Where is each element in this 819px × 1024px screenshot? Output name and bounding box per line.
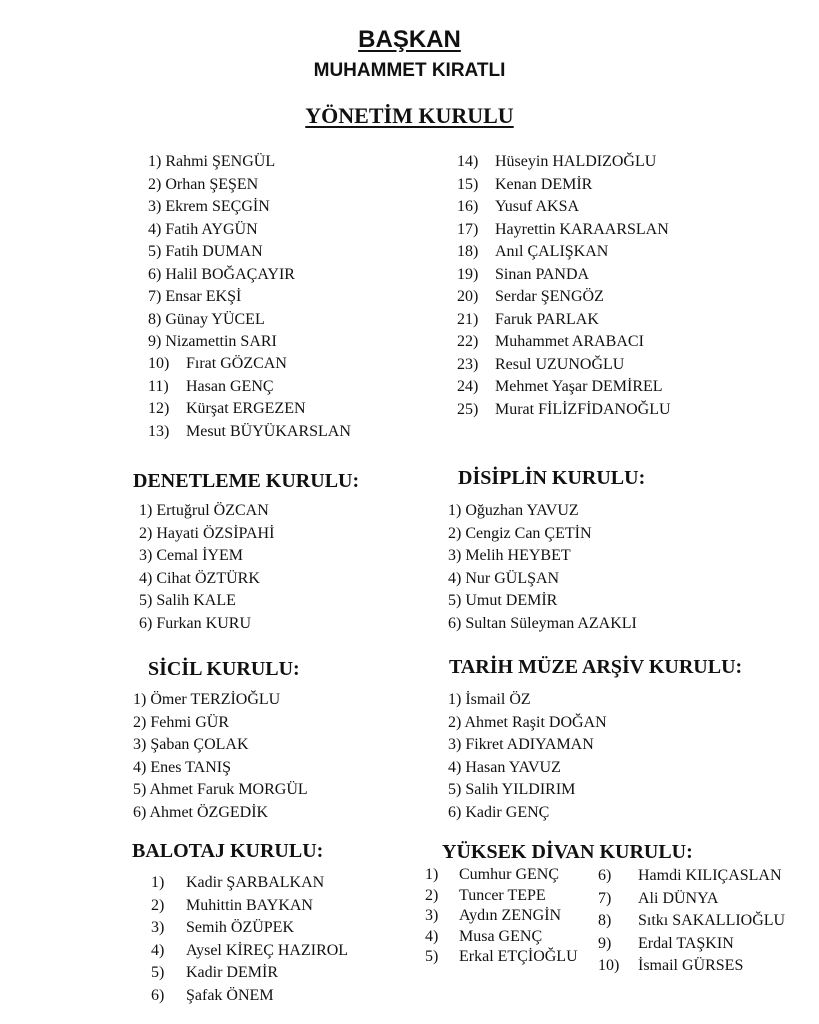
item-number: 5) (425, 948, 439, 965)
list-item: 3) Melih HEYBET (448, 547, 571, 565)
list-item: 5) Umut DEMİR (448, 592, 558, 610)
list-item: 6) Kadir GENÇ (448, 803, 550, 821)
list-item: 6) Sultan Süleyman AZAKLI (448, 614, 637, 632)
list-item: 3) Cemal İYEM (139, 547, 243, 565)
item-number: 9) (598, 934, 612, 952)
list-item: 5) Salih YILDIRIM (448, 781, 576, 799)
member-name: Aydın ZENGİN (459, 907, 562, 924)
member-name: Kenan DEMİR (495, 175, 593, 193)
member-name: Faruk PARLAK (495, 310, 599, 328)
list-item (457, 151, 671, 174)
member-name: Murat FİLİZFİDANOĞLU (495, 400, 671, 418)
discipline-board-heading: DİSİPLİN KURULU: (458, 467, 646, 489)
list-item: 5) Ahmet Faruk MORGÜL (133, 781, 308, 799)
list-item (425, 865, 578, 886)
list-item (457, 219, 671, 242)
high-council-board-heading: YÜKSEK DİVAN KURULU: (442, 841, 693, 863)
list-item (148, 421, 351, 444)
list-item: 1) Oğuzhan YAVUZ (448, 502, 579, 519)
list-item (151, 940, 348, 963)
list-item: 4) Hasan YAVUZ (448, 758, 561, 776)
list-item (457, 174, 671, 197)
list-item (151, 917, 348, 940)
list-item (425, 886, 578, 907)
executive-board-list-2 (457, 151, 671, 421)
member-name: Sıtkı SAKALLIOĞLU (638, 912, 786, 930)
member-name: Semih ÖZÜPEK (186, 919, 294, 937)
list-item: 2) Cengiz Can ÇETİN (448, 524, 592, 542)
history-museum-archive-board-heading: TARİH MÜZE ARŞİV KURULU: (449, 656, 743, 678)
list-item (457, 264, 671, 287)
list-item: 5) Fatih DUMAN (148, 243, 263, 260)
member-name: Aysel KİREÇ HAZIROL (186, 941, 349, 959)
list-item (598, 888, 785, 911)
list-item: 2) Hayati ÖZSİPAHİ (139, 524, 275, 542)
item-number: 1) (425, 866, 439, 883)
list-item: 2) Orhan ŞEŞEN (148, 175, 259, 193)
item-number: 3) (151, 919, 165, 937)
member-name: Muhammet ARABACI (495, 333, 644, 350)
list-item (598, 910, 785, 933)
list-item (598, 955, 785, 978)
item-number: 13) (148, 422, 170, 440)
item-number: 2) (425, 886, 439, 904)
list-item (148, 398, 351, 421)
member-name: Cumhur GENÇ (459, 866, 559, 883)
list-item (457, 376, 671, 399)
registry-board-heading: SİCİL KURULU: (148, 658, 300, 680)
item-number: 7) (598, 889, 612, 907)
president-name: MUHAMMET KIRATLI (313, 60, 506, 81)
member-name: Resul UZUNOĞLU (495, 355, 625, 373)
list-item (151, 895, 348, 918)
list-item (598, 933, 785, 956)
list-item (148, 376, 351, 399)
item-number: 25) (457, 400, 479, 418)
item-number: 10) (148, 355, 170, 372)
list-item: 3) Fikret ADIYAMAN (448, 736, 594, 754)
high-council-board-list-2 (598, 865, 785, 978)
item-number: 22) (457, 333, 479, 350)
list-item: 6) Halil BOĞAÇAYIR (148, 265, 295, 283)
item-number: 24) (457, 378, 479, 395)
list-item: 3) Ekrem SEÇGİN (148, 198, 270, 215)
list-item: 1) İsmail ÖZ (448, 691, 531, 708)
item-number: 19) (457, 265, 479, 283)
list-item (425, 947, 578, 968)
item-number: 6) (151, 986, 165, 1004)
list-item (457, 286, 671, 309)
list-item: 5) Salih KALE (139, 592, 236, 610)
member-name: Tuncer TEPE (459, 886, 546, 904)
ballot-board-list (151, 872, 348, 1008)
item-number: 15) (457, 175, 479, 193)
registry-board-list (133, 689, 308, 825)
history-museum-archive-board-list (448, 689, 607, 825)
list-item (457, 241, 671, 264)
executive-board-heading: YÖNETİM KURULU (305, 103, 514, 128)
member-name: Sinan PANDA (495, 265, 590, 283)
list-item (148, 353, 351, 376)
list-item: 9) Nizamettin SARI (148, 333, 277, 350)
item-number: 2) (151, 896, 165, 914)
list-item: 7) Ensar EKŞİ (148, 288, 242, 305)
executive-board-list-1 (148, 151, 295, 354)
list-item: 2) Ahmet Raşit DOĞAN (448, 713, 607, 731)
member-name: Kadir ŞARBALKAN (186, 874, 325, 891)
list-item: 4) Nur GÜLŞAN (448, 569, 560, 587)
audit-board-list (139, 500, 274, 636)
list-item (457, 196, 671, 219)
list-item (457, 399, 671, 422)
member-name: Mesut BÜYÜKARSLAN (186, 422, 351, 440)
member-name: Hasan GENÇ (186, 377, 274, 395)
list-item: 1) Rahmi ŞENGÜL (148, 153, 276, 170)
member-name: Hamdi KILIÇASLAN (638, 867, 782, 884)
list-item (151, 985, 348, 1008)
item-number: 18) (457, 243, 479, 260)
member-name: Kürşat ERGEZEN (186, 400, 306, 417)
list-item: 3) Şaban ÇOLAK (133, 736, 249, 754)
item-number: 20) (457, 288, 479, 305)
member-name: Erdal TAŞKIN (638, 934, 734, 952)
list-item (151, 962, 348, 985)
list-item: 1) Ömer TERZİOĞLU (133, 691, 281, 708)
audit-board-heading: DENETLEME KURULU: (133, 470, 360, 492)
item-number: 4) (425, 927, 439, 945)
item-number: 23) (457, 355, 479, 373)
member-name: Anıl ÇALIŞKAN (495, 243, 609, 260)
list-item (457, 309, 671, 332)
president-heading: BAŞKAN (358, 26, 461, 53)
list-item: 8) Günay YÜCEL (148, 310, 265, 328)
member-name: Hüseyin HALDIZOĞLU (495, 153, 657, 170)
list-item: 4) Fatih AYGÜN (148, 220, 258, 238)
list-item: 1) Ertuğrul ÖZCAN (139, 502, 269, 519)
list-item: 4) Cihat ÖZTÜRK (139, 569, 260, 587)
member-name: Serdar ŞENGÖZ (495, 288, 604, 305)
item-number: 8) (598, 912, 612, 930)
member-name: Mehmet Yaşar DEMİREL (495, 378, 663, 395)
high-council-board-list-1 (425, 865, 578, 968)
member-name: Erkal ETÇİOĞLU (459, 948, 578, 965)
list-item (457, 331, 671, 354)
member-name: Fırat GÖZCAN (186, 355, 287, 372)
list-item (151, 872, 348, 895)
member-name: Musa GENÇ (459, 927, 543, 945)
list-item (425, 927, 578, 948)
list-item (598, 865, 785, 888)
item-number: 12) (148, 400, 170, 417)
list-item: 6) Ahmet ÖZGEDİK (133, 803, 269, 821)
member-name: İsmail GÜRSES (638, 957, 744, 975)
item-number: 16) (457, 198, 479, 215)
item-number: 1) (151, 874, 165, 891)
item-number: 17) (457, 220, 479, 238)
item-number: 11) (148, 377, 169, 395)
item-number: 6) (598, 867, 612, 884)
member-name: Muhittin BAYKAN (186, 896, 313, 914)
list-item (425, 906, 578, 927)
member-name: Hayrettin KARAARSLAN (495, 220, 669, 238)
ballot-board-heading: BALOTAJ KURULU: (132, 840, 324, 862)
executive-board-list-1b (148, 353, 351, 443)
discipline-board-list (448, 500, 637, 636)
item-number: 4) (151, 941, 165, 959)
item-number: 14) (457, 153, 479, 170)
list-item (457, 354, 671, 377)
item-number: 10) (598, 957, 620, 975)
member-name: Şafak ÖNEM (186, 986, 274, 1004)
list-item: 4) Enes TANIŞ (133, 758, 231, 776)
member-name: Kadir DEMİR (186, 964, 278, 982)
member-name: Ali DÜNYA (638, 889, 719, 907)
list-item: 2) Fehmi GÜR (133, 713, 229, 731)
item-number: 5) (151, 964, 165, 982)
item-number: 21) (457, 310, 479, 328)
member-name: Yusuf AKSA (495, 198, 580, 215)
item-number: 3) (425, 907, 439, 924)
list-item: 6) Furkan KURU (139, 614, 251, 632)
